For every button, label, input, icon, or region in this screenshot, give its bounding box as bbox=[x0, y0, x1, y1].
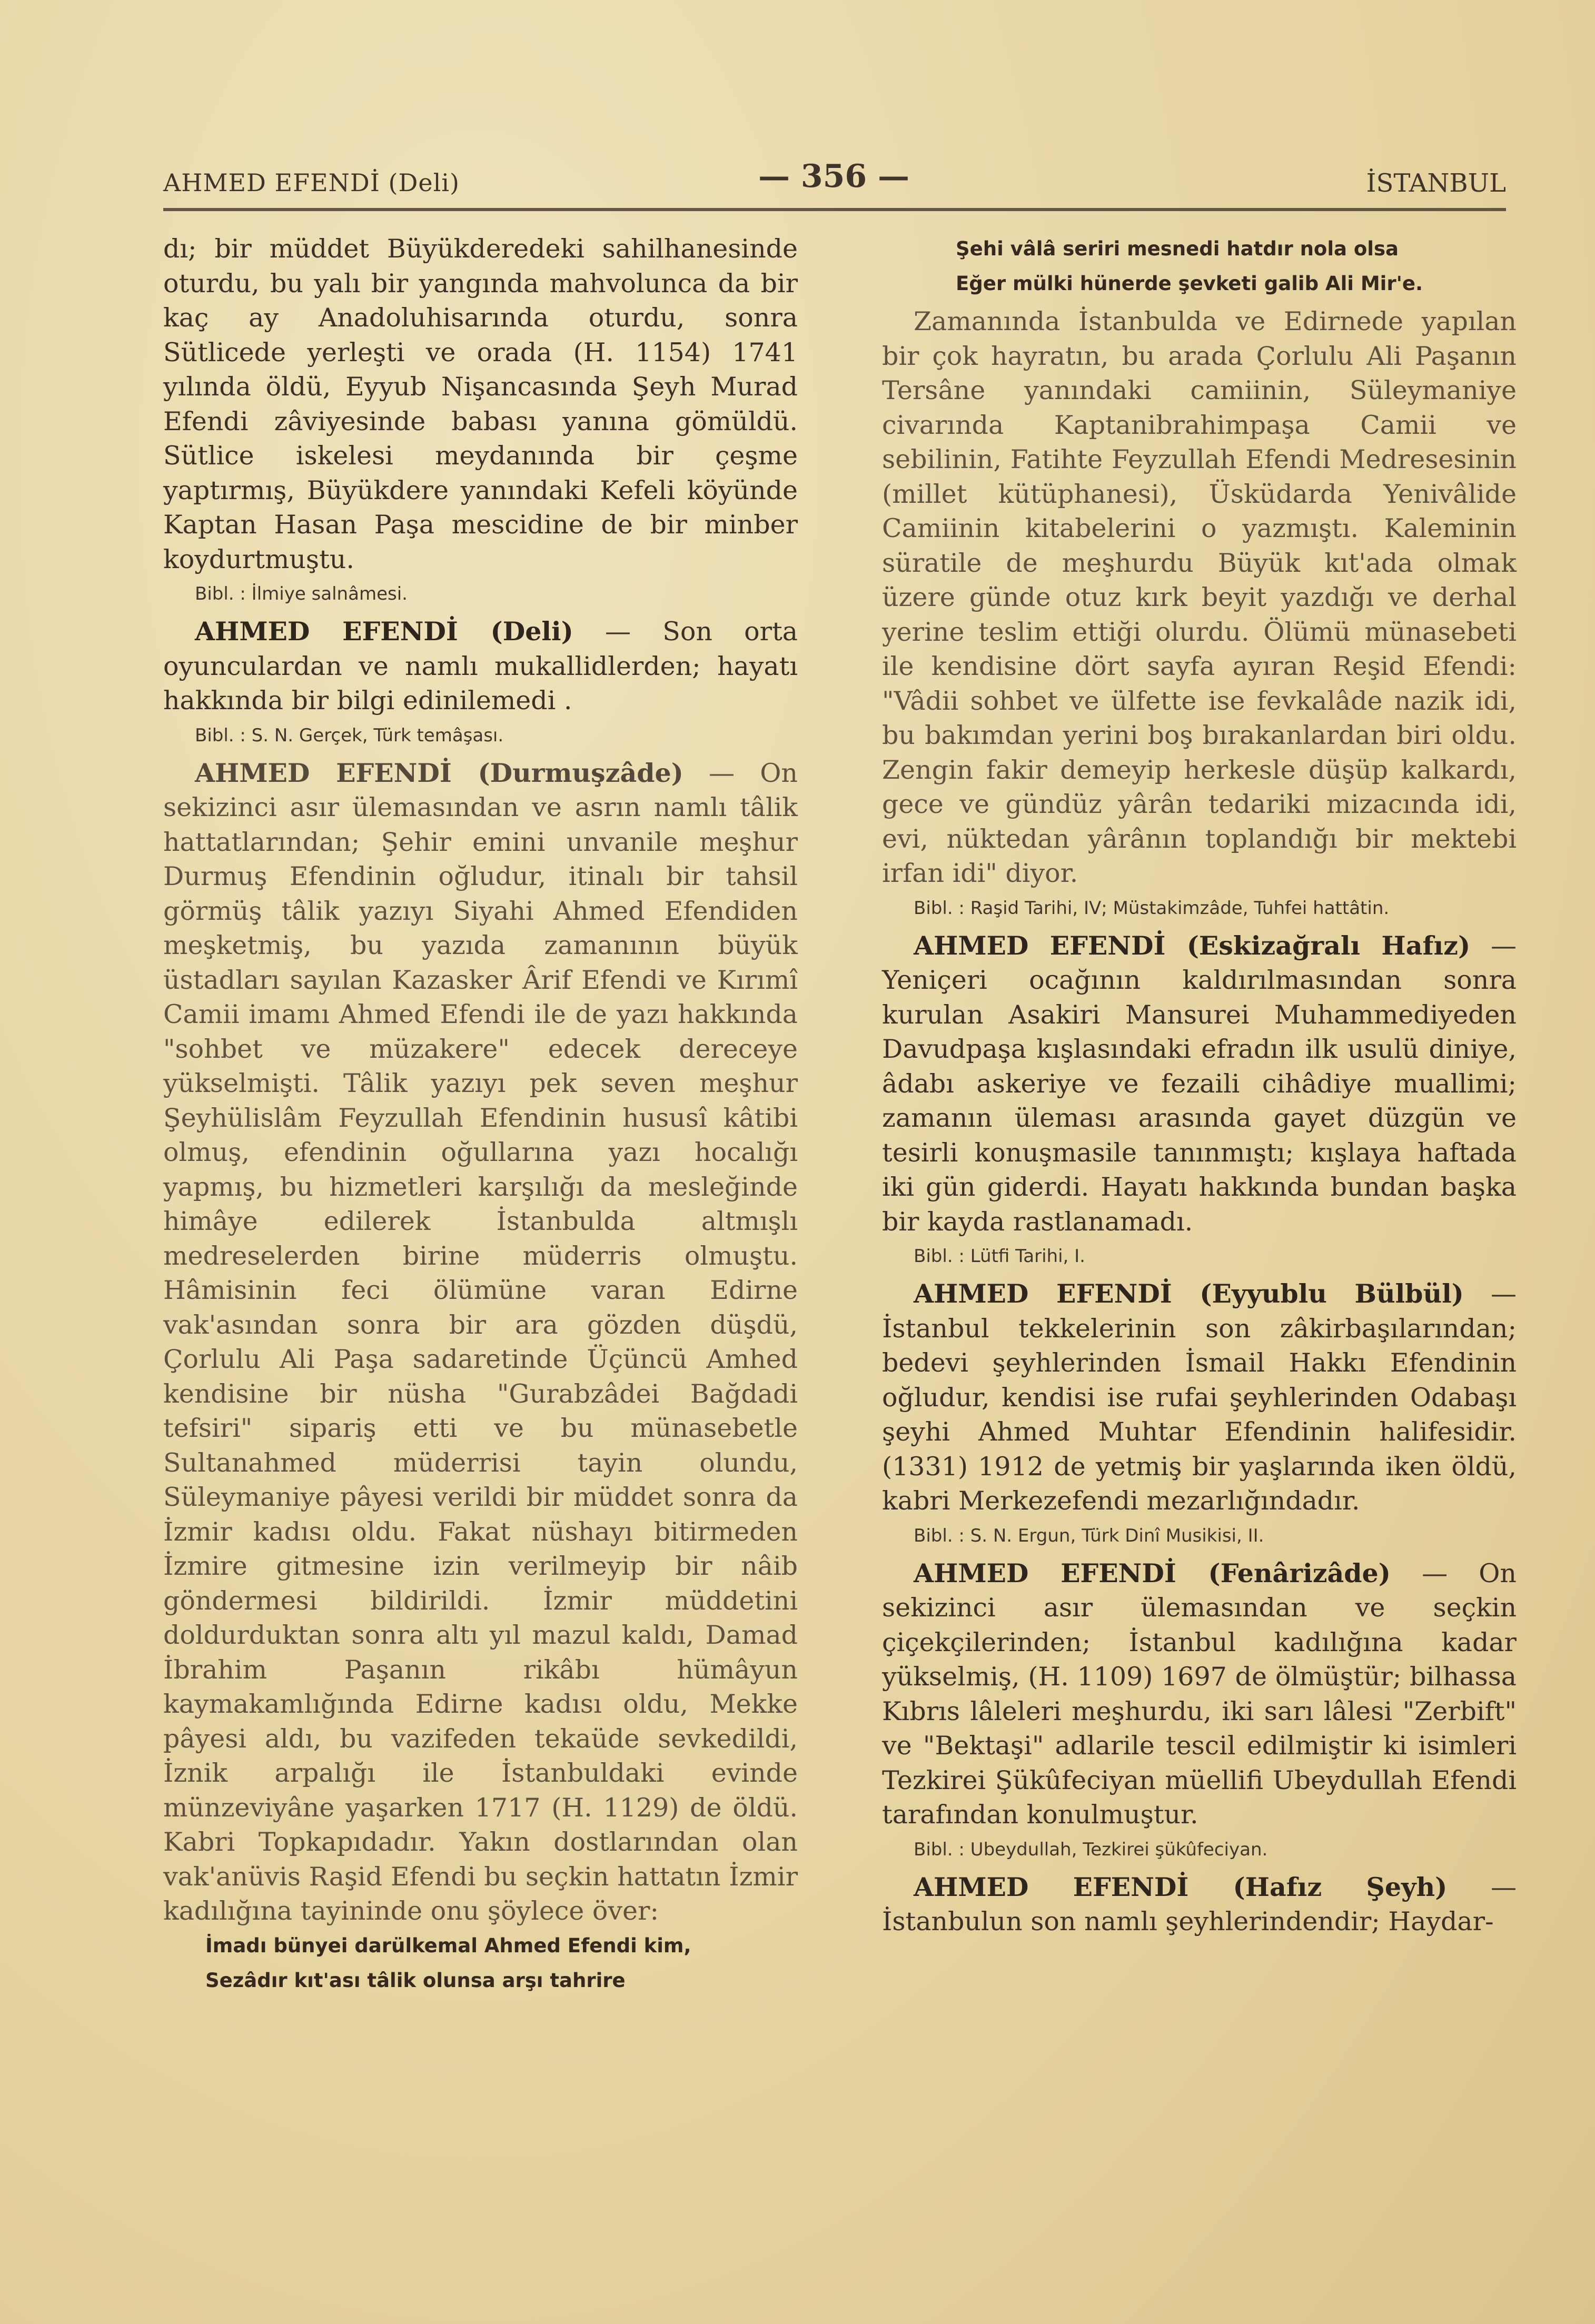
entry-durmuszade bbox=[163, 756, 798, 1929]
entry-text: — On sekizinci asır ülemasından ve seçkin çiçekçilerinden; İstanbul kadılığına kadar yükselmiş, (H. 1109) 1697 de ölmüştür; bilhassa Kıbrıs lâleleri meşhurdu, iki sarı lâlesi "Zerbift" ve "Bektaşi" adlarile tescil edilmiştir ki isimleri Tezkirei Şükûfeciyan müellifi Ubeydullah Efendi tarafından konulmuştur. bbox=[882, 1558, 1517, 1830]
page-number: — 356 — bbox=[758, 158, 910, 195]
right-column bbox=[882, 232, 1517, 1939]
entry-eskizagrali bbox=[882, 929, 1517, 1239]
entry-continuation-text: dı; bir müddet Büyükderedeki sahilhanesinde oturdu, bu yalı bir yangında mahvolunca da bir kaç ay Anadoluhisarında oturdu, sonra Sütlicede yerleşti ve orada (H. 1154) 1741 yılında öldü, Eyyub Nişancasında Şeyh Murad Efendi zâviyesinde babası yanına gömüldü. Sütlice iskelesi meydanında bir çeşme yaptırmış, Büyükdere yanındaki Kefeli köyünde Kaptan Hasan Paşa mescidine de bir minber koydurtmuştu. bbox=[163, 234, 798, 574]
verse-line: Eğer mülki hünerde şevketi galib Ali Mir'e. bbox=[956, 272, 1423, 295]
verse-line: İmadı bünyei darülkemal Ahmed Efendi kim, bbox=[205, 1934, 691, 1957]
entry-heading: AHMED EFENDİ (Eskizağralı Hafız) bbox=[914, 930, 1471, 961]
bibliography-note: Bibl. : Ubeydullah, Tezkirei şükûfeciyan. bbox=[914, 1839, 1268, 1860]
bibliography-note: Bibl. : İlmiye salnâmesi. bbox=[195, 583, 408, 604]
entry-eyyublu-bulbul bbox=[882, 1277, 1517, 1518]
entry-text: — İstanbul tekkelerinin son zâkirbaşılarından; bedevi şeyhlerinden İsmail Hakkı Efendinin oğludur, kendisi ise rufai şeyhlerinden Odabaşı şeyhi Ahmed Muhtar Efendinin halifesidir. (1331) 1912 de yetmiş bir yaşlarında iken öldü, kabri Merkezefendi mezarlığındadır. bbox=[882, 1279, 1517, 1516]
verse-line: Sezâdır kıt'ası tâlik olunsa arşı tahrire bbox=[205, 1969, 626, 1992]
entry-heading: AHMED EFENDİ (Deli) bbox=[195, 616, 573, 647]
bibliography-note: Bibl. : S. N. Ergun, Türk Dinî Musikisi, II. bbox=[914, 1525, 1264, 1546]
entry-hafiz-seyh bbox=[882, 1870, 1517, 1939]
header-rule bbox=[163, 208, 1506, 211]
entry-heading: AHMED EFENDİ (Eyyublu Bülbül) bbox=[914, 1278, 1464, 1309]
running-head-entry: AHMED EFENDİ (Deli) bbox=[163, 168, 460, 197]
entry-fenarizade bbox=[882, 1556, 1517, 1832]
bibliography-note: Bibl. : Raşid Tarihi, IV; Müstakimzâde, Tuhfei hattâtin. bbox=[914, 897, 1390, 919]
running-head bbox=[163, 158, 1506, 200]
verse-line: Şehi vâlâ seriri mesnedi hatdır nola olsa bbox=[956, 237, 1399, 260]
left-column bbox=[163, 232, 798, 2001]
entry-deli bbox=[163, 614, 798, 718]
entry-text: — Son orta oyunculardan ve namlı mukallidlerden; hayatı hakkında bir bilgi edinilemedi . bbox=[163, 617, 798, 716]
entry-heading: AHMED EFENDİ (Hafız Şeyh) bbox=[914, 1871, 1448, 1902]
running-head-section: İSTANBUL bbox=[1366, 168, 1506, 198]
entry-heading: AHMED EFENDİ (Durmuşzâde) bbox=[195, 757, 683, 788]
entry-text: — On sekizinci asır ülemasından ve asrın namlı tâlik hattatlarından; Şehir emini unvanile meşhur Durmuş Efendinin oğludur, itinalı bir tahsil görmüş tâlik yazıyı Siyahi Ahmed Efendiden meşketmiş, bu yazıda zamanının büyük üstadları sayılan Kazasker Ârif Efendi ve Kırımî Camii imamı Ahmed Efendi ile de yazı hakkında "sohbet ve müzakere" edecek dereceye yükselmişti. Tâlik yazıyı pek seven meşhur Şeyhülislâm Feyzullah Efendinin hususî kâtibi olmuş, efendinin oğullarına yazı hocalığı yapmış, bu hizmetleri karşılığı da mesleğinde himâye edilerek İstanbulda altmışlı medreselerden birine müderris olmuştu. Hâmisinin feci ölümüne varan Edirne vak'asından sonra bir ara gözden düşdü, Çorlulu Ali Paşa sadaretinde Üçüncü Amhed kendisine bir nüsha "Gurabzâdei Bağdadi tefsiri" sipariş etti ve bu münasebetle Sultanahmed müderrisi tayin olundu, Süleymaniye pâyesi verildi bir müddet sonra da İzmir kadısı oldu. Fakat nüshayı bitirmeden İzmire gitmesine izin verilmeyip bir nâib göndermesi bildirildi. İzmir müddetini doldurduktan sonra altı yıl mazul kaldı, Damad İbrahim Paşanın rikâbı hümâyun kaymakamlığında Edirne kadısı oldu, Mekke pâyesi aldı, bu vazifeden tekaüde sevkedildi, İznik arpalığı ile İstanbuldaki evinde münzeviyâne yaşarken 1717 (H. 1129) de öldü. Kabri Topkapıdadır. Yakın dostlarından olan vak'anüvis Raşid Efendi bu seçkin hattatın İzmir kadılığına tayininde onu şöylece över: bbox=[163, 758, 798, 1926]
entry-text: — İstanbulun son namlı şeyhlerindendir; Haydar- bbox=[882, 1872, 1517, 1936]
entry-heading: AHMED EFENDİ (Fenârizâde) bbox=[914, 1557, 1391, 1588]
bibliography-note: Bibl. : S. N. Gerçek, Türk temâşası. bbox=[195, 724, 504, 746]
entry-text: — Yeniçeri ocağının kaldırılmasından sonra kurulan Asakiri Mansurei Muhammediyeden Davudpaşa kışlasındaki efradın ilk usulü diniye, âdabı askeriye ve fezaili cihâdiye muallimi; zamanın üleması arasında gayet düzgün ve tesirli konuşmasile tanınmıştı; kışlaya haftada iki gün giderdi. Hayatı hakkında bundan başka bir kayda rastlanamadı. bbox=[882, 930, 1517, 1237]
entry-continuation-text: Zamanında İstanbulda ve Edirnede yapılan bir çok hayratın, bu arada Çorlulu Ali Paşanın Tersâne yanındaki camiinin, Süleymaniye civarında Kaptanibrahimpaşa Camii ve sebilinin, Fatihte Feyzullah Efendi Medresesinin (millet kütüphanesi), Üsküdarda Yenivâlide Camiinin kitabelerini o yazmıştı. Kaleminin süratile de meşhurdu Büyük kıt'ada olmak üzere günde otuz kırk beyit yazdığı ve derhal yerine teslim ettiği olurdu. Ölümü münasebeti ile kendisine dört sayfa ayıran Reşid Efendi: "Vâdii sohbet ve ülfette ise fevkalâde nazik idi, bu bakımdan yerini boş bırakanlardan biri oldu. Zengin fakir demeyip herkesle düşüp kalkardı, gece ve gündüz yârân tedariki mizacında idi, evi, nüktedan yârânın toplandığı bir mektebi irfan idi" diyor. bbox=[882, 306, 1517, 888]
bibliography-note: Bibl. : Lütfi Tarihi, I. bbox=[914, 1246, 1085, 1267]
